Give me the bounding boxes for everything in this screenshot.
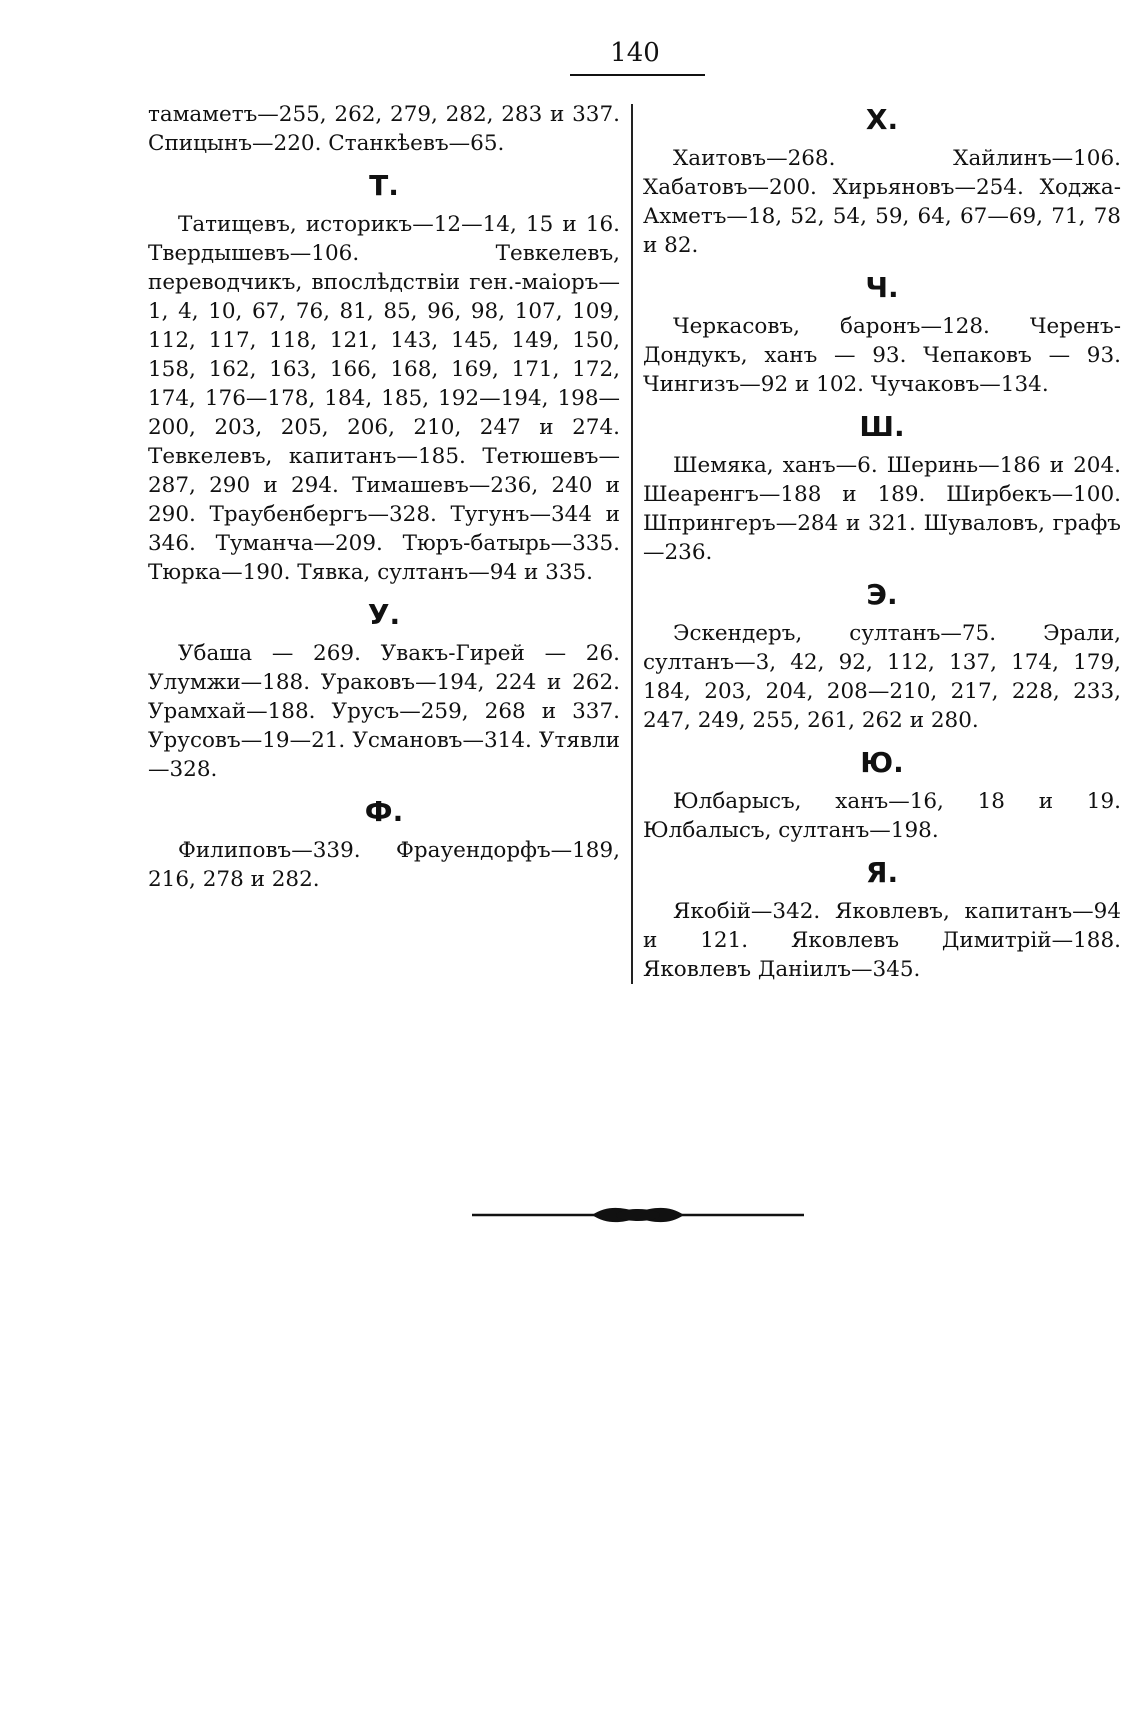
left-column: [148, 100, 620, 900]
section-text-e: Эскендеръ, султанъ—75. Эрали, султанъ—3, 42, 92, 112, 137, 174, 179, 184, 203, 204, 208—210, 217, 228, 233, 247, 249, 255, 261, 262 и 280.: [643, 621, 1121, 733]
section-letter-yu: Ю.: [860, 746, 904, 779]
continuation-entry: тамаметъ—255, 262, 279, 282, 283 и 337. Спицынъ—220. Станкѣевъ—65.: [148, 102, 620, 156]
section-letter-kh: Х.: [865, 103, 899, 136]
section-text-u: Убаша — 269. Увакъ-Гирей — 26. Улумжи—188. Ураковъ—194, 224 и 262. Урамхай—188. Урусъ—259, 268 и 337. Урусовъ—19—21. Усмановъ—314. Утявли—328.: [148, 641, 620, 782]
section-text-f: Филиповъ—339. Фрауендорфъ—189, 216, 278 и 282.: [148, 838, 620, 892]
section-text-sh: Шемяка, ханъ—6. Шеринь—186 и 204. Шеаренгъ—188 и 189. Ширбекъ—100. Шпрингеръ—284 и 321. Шуваловъ, графъ—236.: [643, 453, 1121, 565]
section-text-t: Татищевъ, историкъ—12—14, 15 и 16. Твердышевъ—106. Тевкелевъ, переводчикъ, впослѣдствіи ген.-маіоръ—1, 4, 10, 67, 76, 81, 85, 96, 98, 107, 109, 112, 117, 118, 121, 143, 145, 149, 150, 158, 162, 163, 166, 168, 169, 171, 172, 174, 176—178, 184, 185, 192—194, 198—200, 203, 205, 206, 210, 247 и 274. Тевкелевъ, капитанъ—185. Тетюшевъ—287, 290 и 294. Тимашевъ—236, 240 и 290. Траубенбергъ—328. Тугунъ—344 и 346. Туманча—209. Тюръ-батырь—335. Тюрка—190. Тявка, султанъ—94 и 335.: [148, 212, 620, 585]
right-column: [643, 100, 1121, 990]
ornament-divider: [472, 1202, 804, 1228]
page-number: 140: [610, 38, 660, 68]
section-letter-e: Э.: [866, 578, 898, 611]
section-letter-t: Т.: [369, 169, 399, 202]
section-text-ya: Якобій—342. Яковлевъ, капитанъ—94 и 121. Яковлевъ Димитрій—188. Яковлевъ Даніилъ—345.: [643, 899, 1121, 982]
section-text-yu: Юлбарысъ, ханъ—16, 18 и 19. Юлбалысъ, султанъ—198.: [643, 789, 1121, 843]
section-letter-ya: Я.: [865, 856, 899, 889]
section-letter-f: Ф.: [364, 795, 404, 828]
section-text-ch: Черкасовъ, баронъ—128. Черенъ-Дондукъ, ханъ — 93. Чепаковъ — 93. Чингизъ—92 и 102. Чучаковъ—134.: [643, 314, 1121, 397]
section-text-kh: Хаитовъ—268. Хайлинъ—106. Хабатовъ—200. Хирьяновъ—254. Ходжа-Ахметъ—18, 52, 54, 59, 64, 67—69, 71, 78 и 82.: [643, 146, 1121, 258]
section-letter-sh: Ш.: [859, 410, 905, 443]
page-number-rule: [570, 74, 705, 76]
column-divider: [631, 104, 633, 984]
section-letter-u: У.: [367, 598, 401, 631]
section-letter-ch: Ч.: [865, 271, 899, 304]
